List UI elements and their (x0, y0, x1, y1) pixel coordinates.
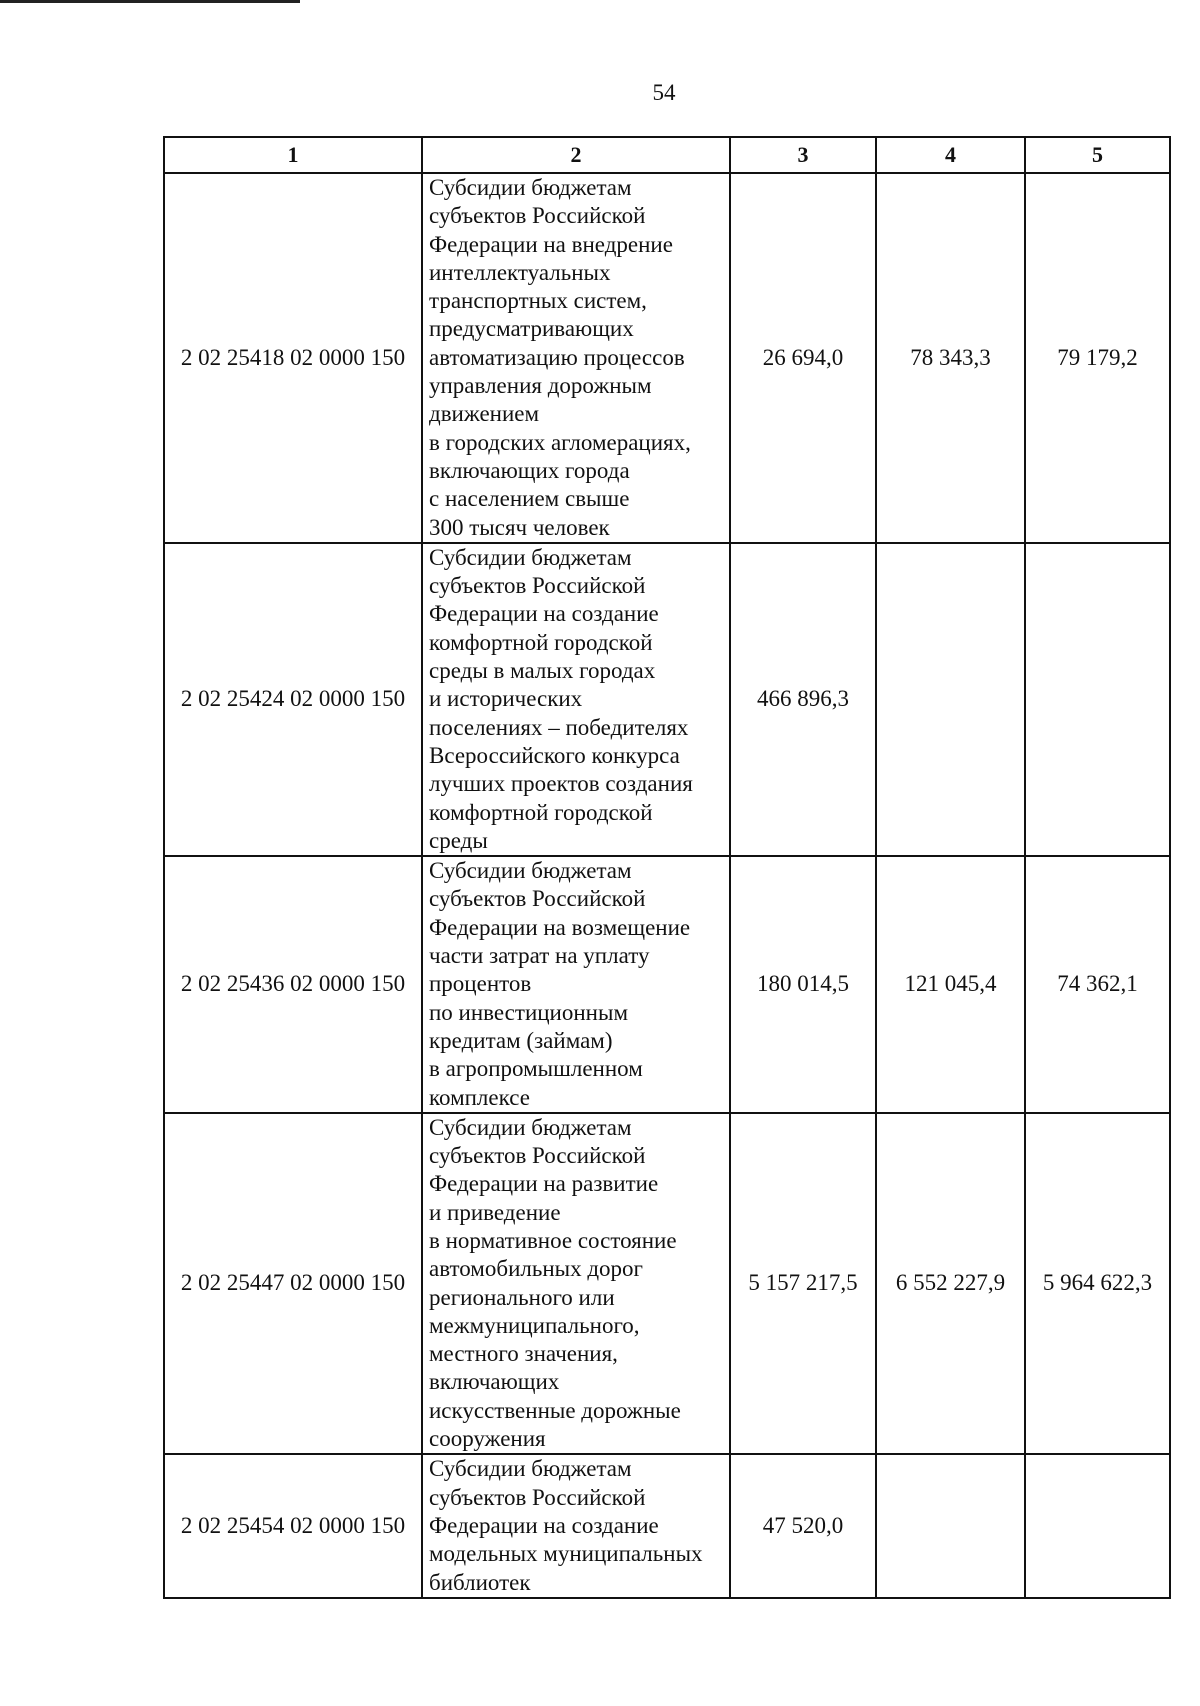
amount-col4-cell: 6 552 227,9 (876, 1113, 1025, 1455)
table-row (164, 1454, 1170, 1597)
header-cell-4: 4 (876, 137, 1025, 173)
scan-edge-line (0, 0, 300, 3)
description-cell: Субсидии бюджетам субъектов Российской Федерации на создание модельных муниципальных библиотек (422, 1454, 730, 1597)
page-number: 54 (652, 80, 676, 105)
amount-col5-cell: 5 964 622,3 (1025, 1113, 1170, 1455)
header-cell-5: 5 (1025, 137, 1170, 173)
amount-col5-cell: 79 179,2 (1025, 173, 1170, 543)
table-row (164, 543, 1170, 856)
table-row (164, 173, 1170, 543)
budget-code-cell: 2 02 25436 02 0000 150 (164, 856, 422, 1113)
description-cell: Субсидии бюджетам субъектов Российской Федерации на создание комфортной городской среды в малых городах и исторических поселениях – победителях Всероссийского конкурса лучших проектов создания комфортной городской среды (422, 543, 730, 856)
amount-col5-cell (1025, 543, 1170, 856)
budget-code-cell: 2 02 25454 02 0000 150 (164, 1454, 422, 1597)
header-row (164, 137, 1170, 173)
table-row (164, 856, 1170, 1113)
budget-table (163, 136, 1171, 1599)
amount-col3-cell: 5 157 217,5 (730, 1113, 876, 1455)
description-cell: Субсидии бюджетам субъектов Российской Федерации на внедрение интеллектуальных транспортных систем, предусматривающих автоматизацию процессов управления дорожным движением в городских агломерациях, включающих города с населением свыше 300 тысяч человек (422, 173, 730, 543)
amount-col5-cell (1025, 1454, 1170, 1597)
header-cell-3: 3 (730, 137, 876, 173)
header-cell-2: 2 (422, 137, 730, 173)
amount-col4-cell: 121 045,4 (876, 856, 1025, 1113)
amount-col3-cell: 466 896,3 (730, 543, 876, 856)
amount-col4-cell (876, 1454, 1025, 1597)
budget-code-cell: 2 02 25447 02 0000 150 (164, 1113, 422, 1455)
amount-col3-cell: 26 694,0 (730, 173, 876, 543)
amount-col4-cell (876, 543, 1025, 856)
amount-col3-cell: 47 520,0 (730, 1454, 876, 1597)
budget-code-cell: 2 02 25418 02 0000 150 (164, 173, 422, 543)
amount-col3-cell: 180 014,5 (730, 856, 876, 1113)
amount-col5-cell: 74 362,1 (1025, 856, 1170, 1113)
description-cell: Субсидии бюджетам субъектов Российской Федерации на возмещение части затрат на уплату процентов по инвестиционным кредитам (займам) в агропромышленном комплексе (422, 856, 730, 1113)
amount-col4-cell: 78 343,3 (876, 173, 1025, 543)
table-row (164, 1113, 1170, 1455)
header-cell-1: 1 (164, 137, 422, 173)
description-cell: Субсидии бюджетам субъектов Российской Федерации на развитие и приведение в нормативное состояние автомобильных дорог регионального или межмуниципального, местного значения, включающих искусственные дорожные сооружения (422, 1113, 730, 1455)
budget-code-cell: 2 02 25424 02 0000 150 (164, 543, 422, 856)
